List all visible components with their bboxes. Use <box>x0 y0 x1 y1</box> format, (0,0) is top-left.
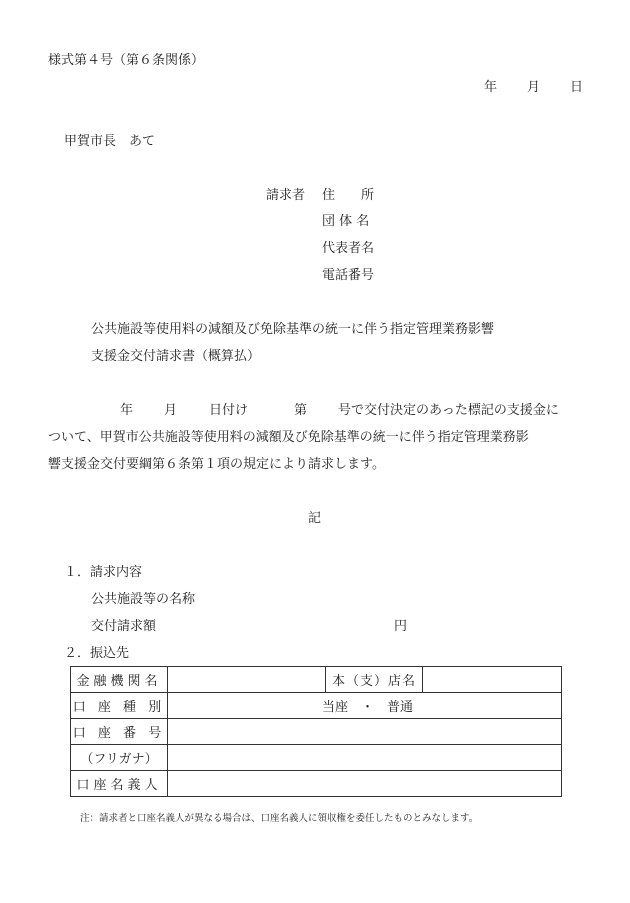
addressee: 甲賀市長 あて <box>64 134 156 149</box>
account-number-field[interactable] <box>168 719 562 745</box>
bank-name-field[interactable] <box>168 667 326 693</box>
section-2-heading: ２．振込先 <box>64 646 130 661</box>
branch-name-label: 本（支）店名 <box>326 667 423 693</box>
ki-heading: 記 <box>308 511 322 526</box>
body-line-2: ついて、甲賀市公共施設等使用料の減額及び免除基準の統一に伴う指定管理業務影 <box>48 430 529 445</box>
furigana-label: （フリガナ） <box>71 745 168 771</box>
form-number: 様式第４号（第６条関係） <box>48 53 205 68</box>
requester-group-label: 団 体 名 <box>322 214 370 229</box>
request-amount-label: 交付請求額 <box>91 619 157 634</box>
account-holder-label: 口座名義人 <box>71 771 168 797</box>
table-row <box>71 667 562 693</box>
branch-name-field[interactable] <box>423 667 562 693</box>
date-day: 日 <box>570 80 584 95</box>
account-type-label: 口 座 種 別 <box>71 693 168 719</box>
yen-unit: 円 <box>394 619 408 634</box>
body-line-1-rest: 号で交付決定のあった標記の支援金に <box>338 403 559 418</box>
requester-representative-label: 代表者名 <box>322 241 375 256</box>
body-number-prefix: 第 <box>294 403 308 418</box>
requester-phone-label: 電話番号 <box>322 268 375 283</box>
title-line-1: 公共施設等使用料の減額及び免除基準の統一に伴う指定管理業務影響 <box>91 322 495 337</box>
bank-account-table <box>70 666 562 797</box>
body-day-suffix: 日付け <box>209 403 249 418</box>
table-row <box>71 719 562 745</box>
date-year: 年 <box>484 80 498 95</box>
section-1-heading: １．請求内容 <box>64 565 143 580</box>
note: 注：請求者と口座名義人が異なる場合は、口座名義人に領収権を委任したものとみなします。 <box>80 813 479 824</box>
body-month: 月 <box>164 403 178 418</box>
bank-name-label: 金融機関名 <box>71 667 168 693</box>
furigana-field[interactable] <box>168 745 562 771</box>
account-number-label: 口 座 番 号 <box>71 719 168 745</box>
table-row <box>71 693 562 719</box>
body-line-3: 響支援金交付要綱第６条第１項の規定により請求します。 <box>48 457 385 472</box>
table-row <box>71 745 562 771</box>
requester-label: 請求者 <box>266 188 306 203</box>
table-row <box>71 771 562 797</box>
facility-name-label: 公共施設等の名称 <box>91 592 196 607</box>
account-holder-field[interactable] <box>168 771 562 797</box>
title-line-2: 支援金交付請求書（概算払） <box>91 349 261 364</box>
requester-address-label: 住 所 <box>322 188 375 203</box>
account-type-options[interactable]: 当座 ・ 普通 <box>168 693 562 719</box>
body-year: 年 <box>120 403 134 418</box>
date-month: 月 <box>527 80 541 95</box>
